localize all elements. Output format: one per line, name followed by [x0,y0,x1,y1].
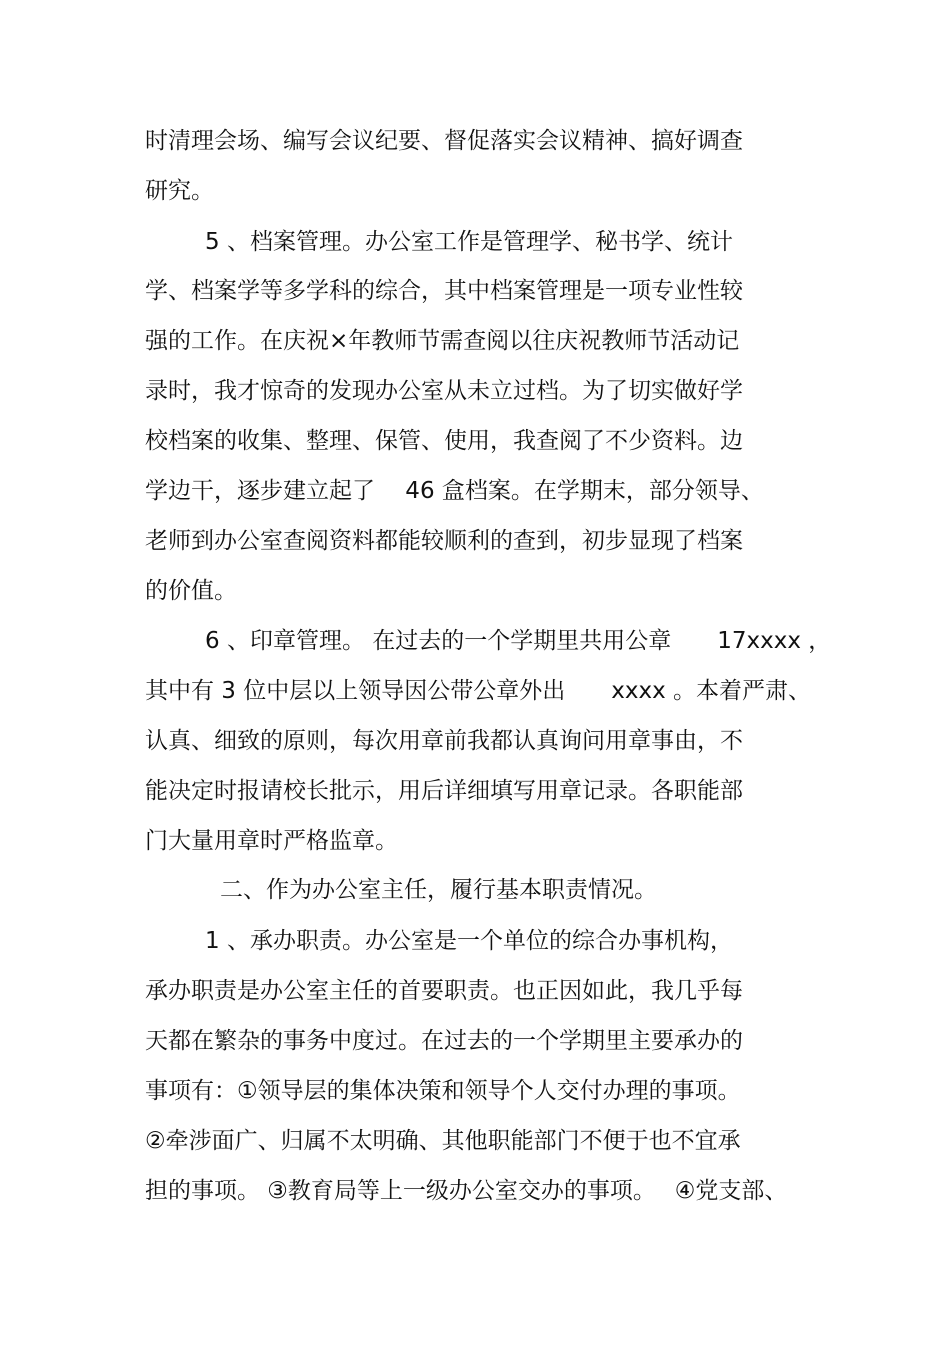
paragraph-heading-5: 5 、档案管理。办公室工作是管理学、秘书学、统计 [205,229,733,255]
text-line: 校档案的收集、整理、保管、使用，我查阅了不少资料。边 [145,428,743,454]
paragraph-heading-1: 1 、承办职责。办公室是一个单位的综合办事机构， [205,928,733,954]
text-line: 担的事项。 ③教育局等上一级办公室交办的事项。 ④党支部、 [145,1178,788,1204]
text-line: 研究。 [145,178,214,204]
text-line: 的价值。 [145,578,237,604]
text-line: 学、档案学等多学科的综合，其中档案管理是一项专业性较 [145,278,743,304]
text-line: 事项有：①领导层的集体决策和领导个人交付办理的事项。 [145,1078,741,1104]
text-line: 承办职责是办公室主任的首要职责。也正因如此，我几乎每 [145,978,743,1004]
text-line: 时清理会场、编写会议纪要、督促落实会议精神、搞好调查 [145,128,743,154]
text-line: 强的工作。在庆祝×年教师节需查阅以往庆祝教师节活动记 [145,328,740,354]
text-line: 录时，我才惊奇的发现办公室从未立过档。为了切实做好学 [145,378,743,404]
text-line: 认真、细致的原则，每次用章前我都认真询问用章事由，不 [145,728,743,754]
text-line: 门大量用章时严格监章。 [145,828,398,854]
text-line: ②牵涉面广、归属不太明确、其他职能部门不便于也不宜承 [145,1128,741,1154]
paragraph-heading-6: 6 、印章管理。 在过去的一个学期里共用公章 17xxxx ， [205,628,832,654]
text-line: 学边干，逐步建立起了 46 盒档案。在学期末，部分领导、 [145,478,764,504]
text-line: 老师到办公室查阅资料都能较顺利的查到，初步显现了档案 [145,528,743,554]
text-line: 其中有 3 位中层以上领导因公带公章外出 xxxx 。本着严肃、 [145,678,812,704]
text-line: 天都在繁杂的事务中度过。在过去的一个学期里主要承办的 [145,1028,743,1054]
text-line: 能决定时报请校长批示，用后详细填写用章记录。各职能部 [145,778,743,804]
section-heading-2: 二、作为办公室主任，履行基本职责情况。 [220,877,657,903]
